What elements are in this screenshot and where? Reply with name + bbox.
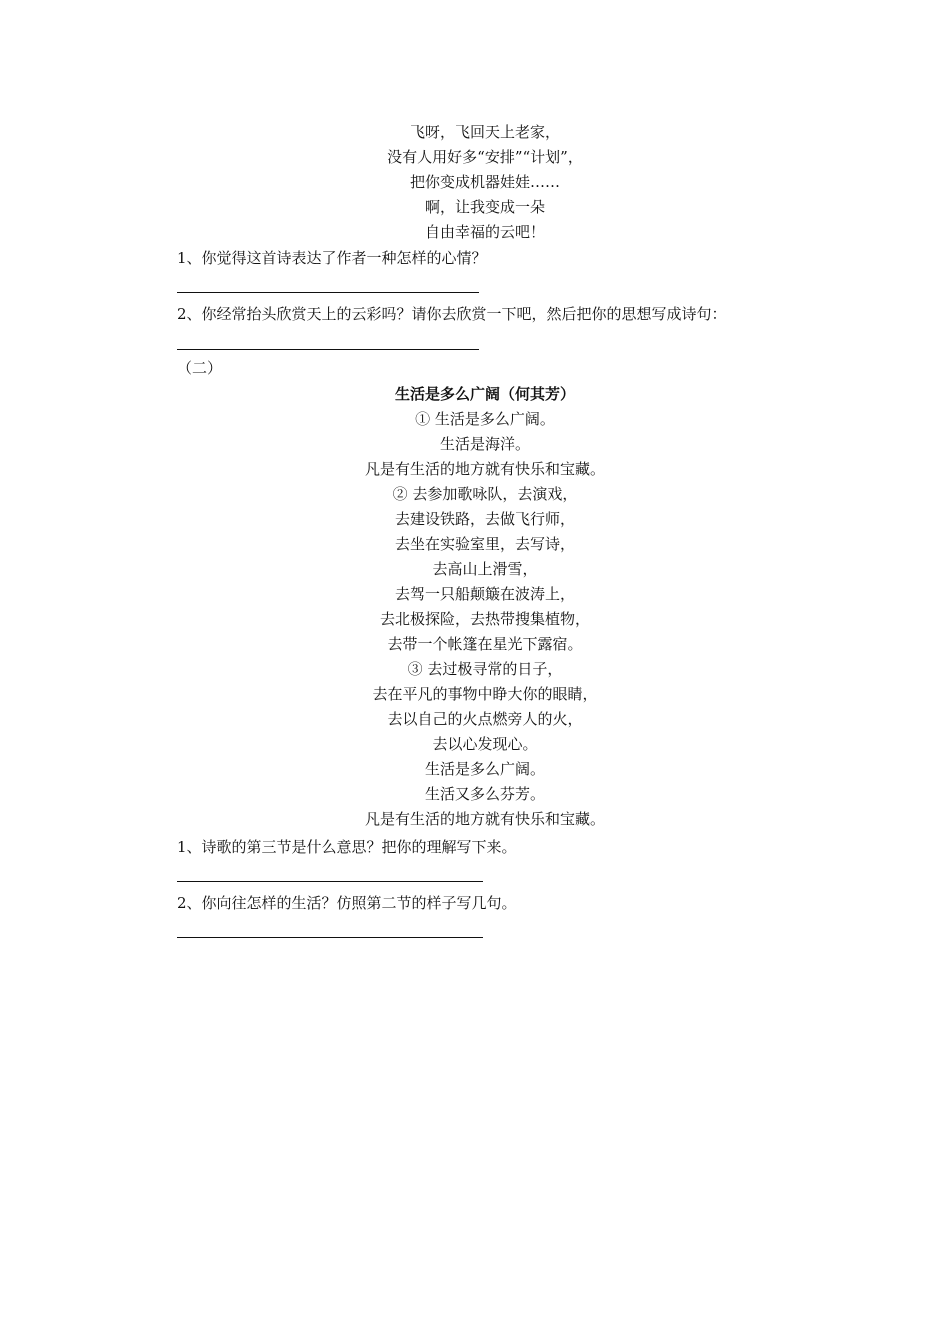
answer-line[interactable] (177, 881, 483, 882)
poem2-line: 去北极探险，去热带搜集植物， (379, 610, 590, 628)
poem2-line: 生活是多么广阔。 (424, 760, 545, 778)
poem2-line: 凡是有生活的地方就有快乐和宝藏。 (364, 810, 605, 828)
poem1-line: 自由幸福的云吧！ (424, 223, 545, 241)
question-2-1: 1、诗歌的第三节是什么意思？把你的理解写下来。 (177, 838, 517, 856)
poem2-line: 生活是海洋。 (439, 435, 530, 453)
poem2-line: 去在平凡的事物中睁大你的眼睛， (372, 685, 598, 703)
poem2-line: 去建设铁路，去做飞行师， (394, 510, 575, 528)
question-1-1: 1、你觉得这首诗表达了作者一种怎样的心情？ (177, 249, 487, 267)
poem2-line: ① 生活是多么广阔。 (415, 410, 555, 428)
poem2-line: 去以自己的火点燃旁人的火， (387, 710, 583, 728)
answer-line[interactable] (177, 349, 479, 350)
section-number: （二） (177, 359, 223, 377)
poem2-line: 去坐在实验室里，去写诗， (394, 535, 575, 553)
question-2-2: 2、你向往怎样的生活？仿照第二节的样子写几句。 (177, 894, 517, 912)
poem2-title: 生活是多么广阔（何其芳） (394, 385, 575, 403)
answer-line[interactable] (177, 292, 479, 293)
question-1-2: 2、你经常抬头欣赏天上的云彩吗？请你去欣赏一下吧，然后把你的思想写成诗句： (177, 305, 727, 323)
poem2-line: 去驾一只船颠簸在波涛上， (394, 585, 575, 603)
poem2-line: 生活又多么芬芳。 (424, 785, 545, 803)
poem2-line: 去带一个帐篷在星光下露宿。 (387, 635, 583, 653)
poem1-line: 飞呀，飞回天上老家， (409, 123, 560, 141)
poem1-line: 没有人用好多“安排”“计划”， (387, 148, 583, 166)
poem2-line: 去高山上滑雪， (432, 560, 538, 578)
poem2-line: ③ 去过极寻常的日子， (407, 660, 563, 678)
poem2-line: 凡是有生活的地方就有快乐和宝藏。 (364, 460, 605, 478)
poem1-line: 啊，让我变成一朵 (424, 198, 545, 216)
poem2-line: ② 去参加歌咏队，去演戏， (392, 485, 578, 503)
poem2-line: 去以心发现心。 (432, 735, 538, 753)
answer-line[interactable] (177, 937, 483, 938)
poem1-line: 把你变成机器娃娃…… (409, 173, 560, 191)
